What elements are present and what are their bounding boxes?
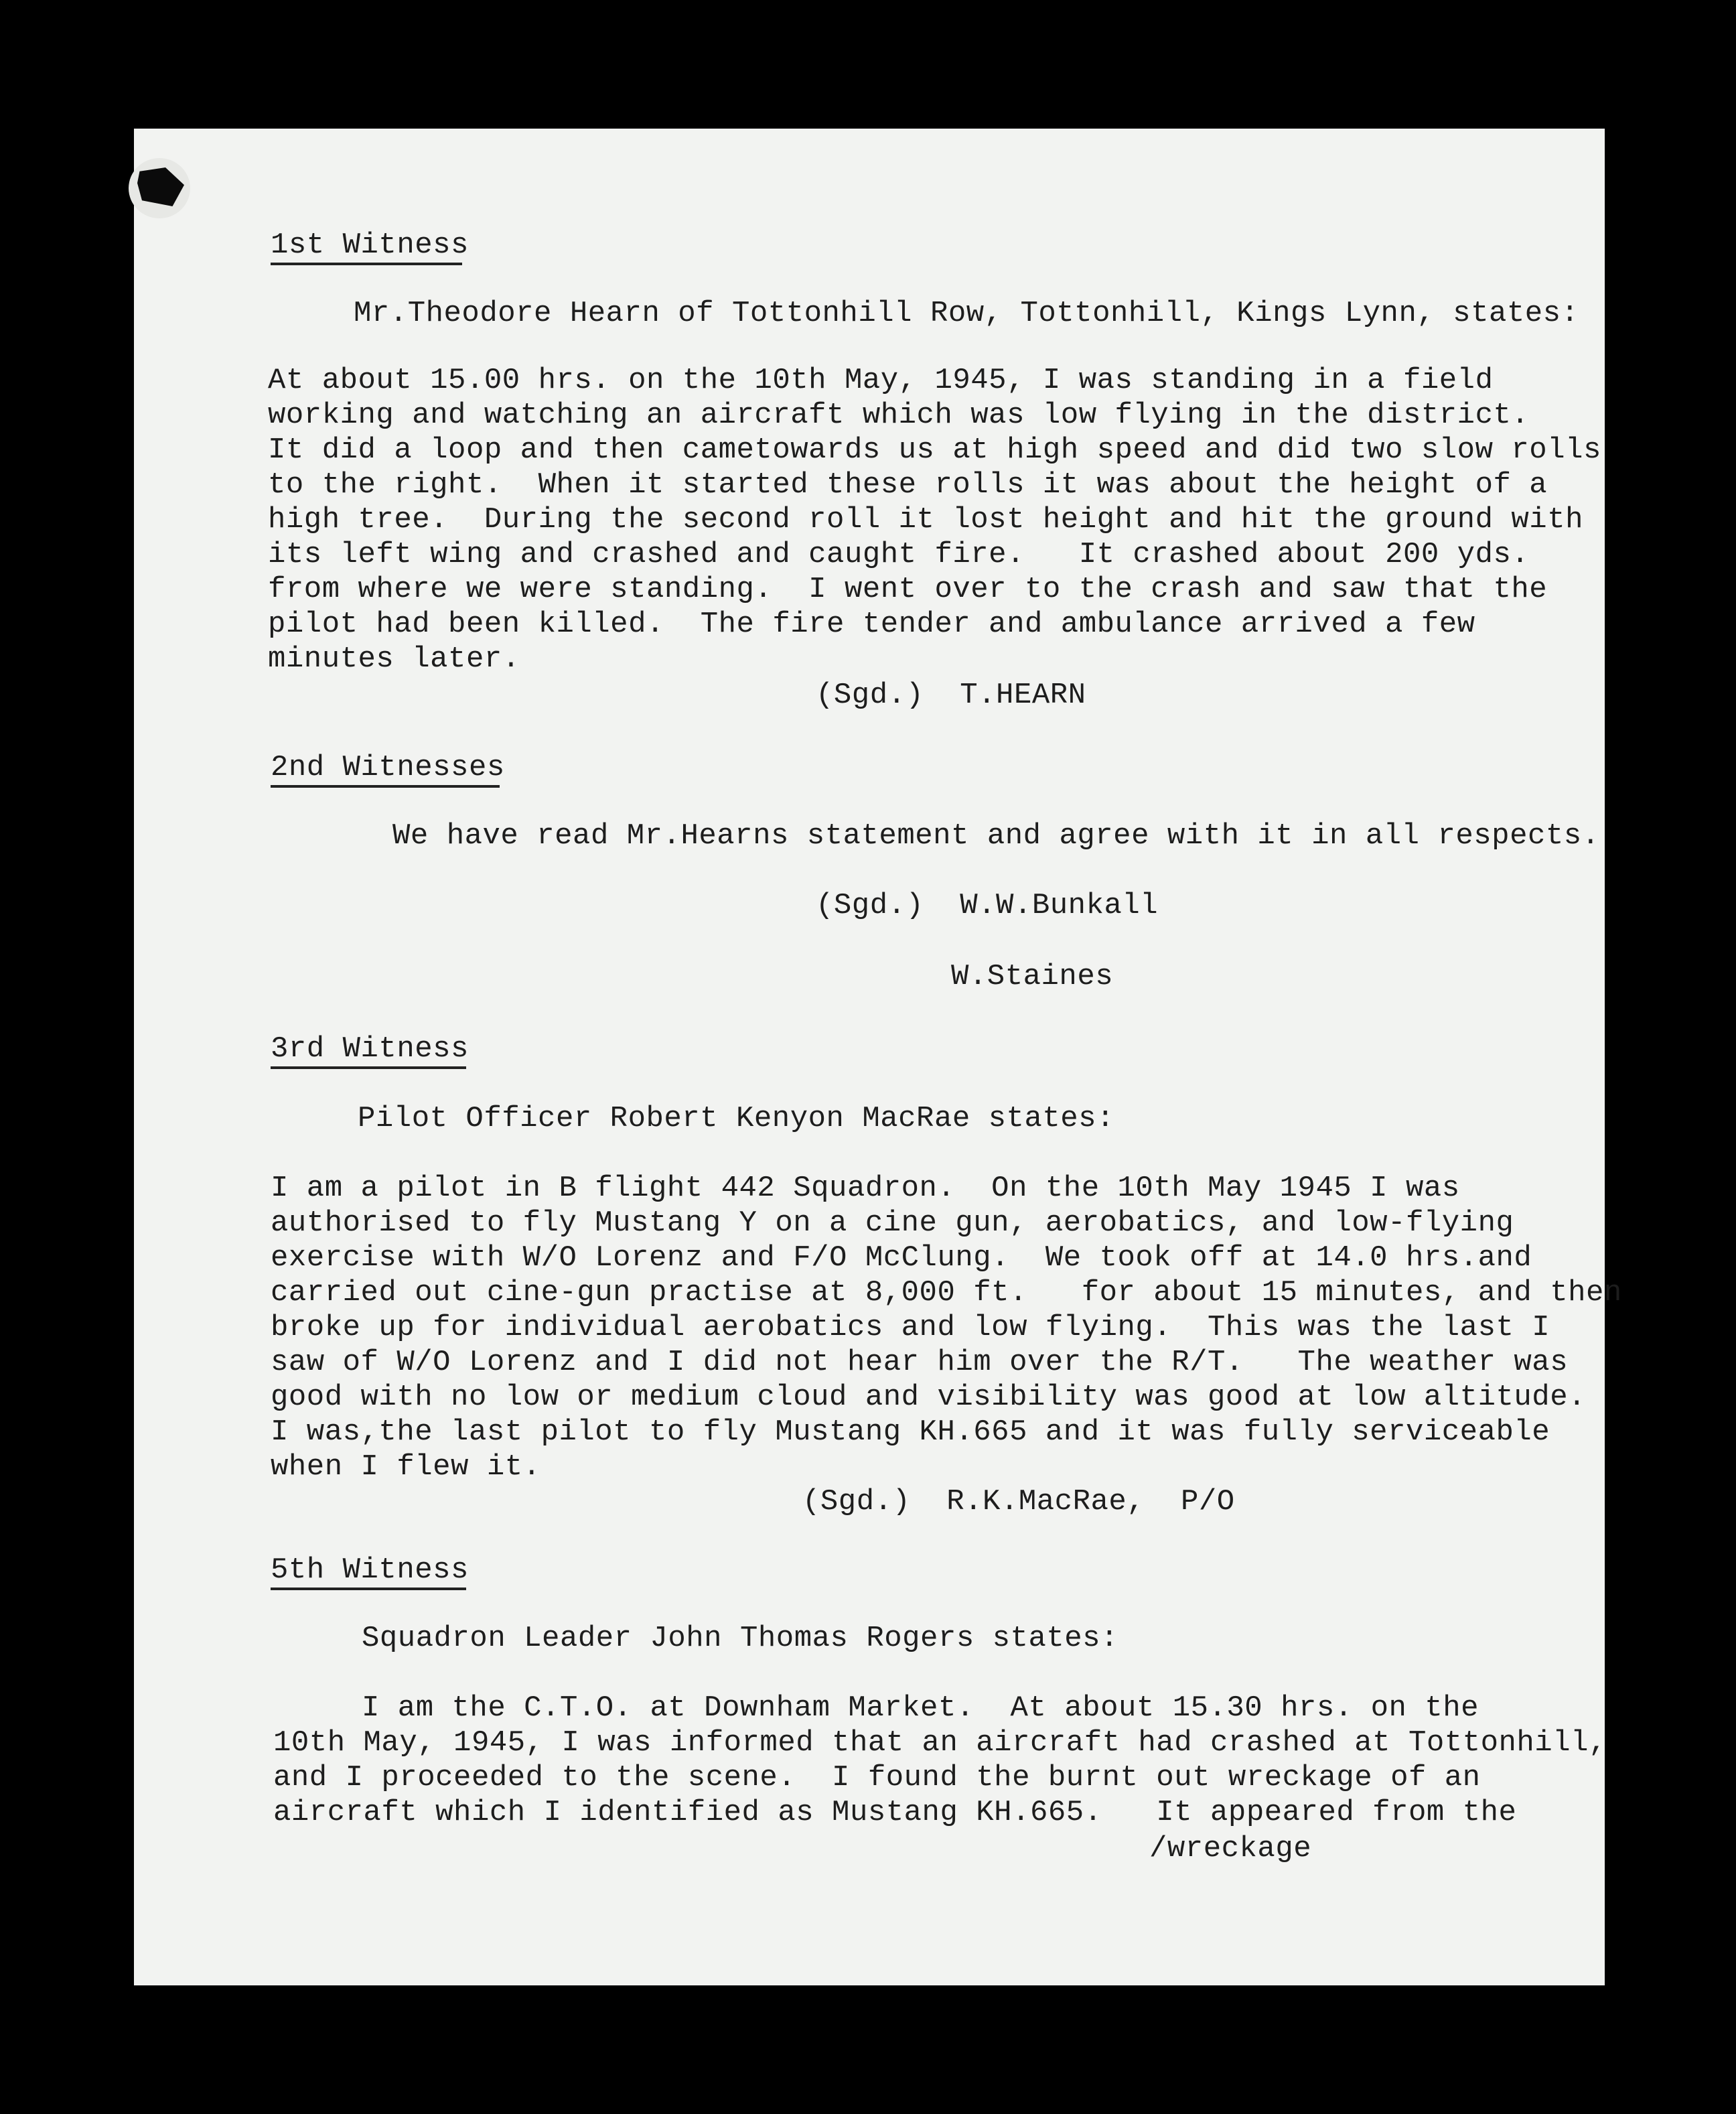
witness3-line: authorised to fly Mustang Y on a cine gun, aerobatics, and low-flying (271, 1206, 1514, 1240)
witness3-heading-underline (271, 1066, 466, 1069)
witness1-line: working and watching an aircraft which was low flying in the district. (268, 399, 1530, 432)
witness3-line: good with no low or medium cloud and visibility was good at low altitude. (271, 1381, 1587, 1414)
witness3-intro: Pilot Officer Robert Kenyon MacRae states: (358, 1102, 1114, 1135)
witness1-line: It did a loop and then cametowards us at high speed and did two slow rolls (268, 433, 1601, 467)
witness1-line: to the right. When it started these rolls it was about the height of a (268, 468, 1548, 502)
witness5-continuation: /wreckage (1149, 1832, 1312, 1865)
witness3-line: exercise with W/O Lorenz and F/O McClung. We took off at 14.0 hrs.and (271, 1241, 1532, 1275)
witness1-intro: Mr.Theodore Hearn of Tottonhill Row, Tottonhill, Kings Lynn, states: (354, 297, 1579, 330)
witness5-line: 10th May, 1945, I was informed that an aircraft had crashed at Tottonhill, (273, 1726, 1607, 1760)
witness1-line: from where we were standing. I went over to the crash and saw that the (268, 573, 1548, 606)
witness1-line: pilot had been killed. The fire tender and ambulance arrived a few (268, 608, 1475, 641)
witness2-signature-2: W.Staines (951, 960, 1114, 993)
witness1-line: its left wing and crashed and caught fire. It crashed about 200 yds. (268, 538, 1530, 571)
witness1-line: minutes later. (268, 642, 520, 676)
witness1-signature: (Sgd.) T.HEARN (816, 679, 1086, 712)
witness2-signature-1: (Sgd.) W.W.Bunkall (816, 889, 1159, 922)
witness3-line: saw of W/O Lorenz and I did not hear him over the R/T. The weather was (271, 1346, 1569, 1379)
witness3-line: broke up for individual aerobatics and low flying. This was the last I (271, 1311, 1550, 1344)
witness5-heading: 5th Witness (271, 1553, 469, 1587)
witness3-line: I am a pilot in B flight 442 Squadron. On the 10th May 1945 I was (271, 1172, 1460, 1205)
witness1-heading-underline (271, 263, 462, 265)
witness2-heading: 2nd Witnesses (271, 751, 505, 784)
witness3-line: when I flew it. (271, 1450, 541, 1484)
witness2-heading-underline (271, 785, 500, 788)
witness2-statement: We have read Mr.Hearns statement and agree with it in all respects. (392, 819, 1600, 853)
witness5-line: I am the C.T.O. at Downham Market. At about 15.30 hrs. on the (362, 1691, 1479, 1725)
witness5-intro: Squadron Leader John Thomas Rogers states: (362, 1622, 1118, 1655)
witness3-line: I was,the last pilot to fly Mustang KH.665 and it was fully serviceable (271, 1415, 1550, 1449)
witness5-line: aircraft which I identified as Mustang KH.665. It appeared from the (273, 1796, 1517, 1829)
witness5-heading-underline (271, 1588, 466, 1590)
witness1-line: high tree. During the second roll it lost height and hit the ground with (268, 503, 1584, 537)
witness1-line: At about 15.00 hrs. on the 10th May, 1945, I was standing in a field (268, 364, 1494, 397)
witness3-line: carried out cine-gun practise at 8,000 ft. for about 15 minutes, and then (271, 1276, 1622, 1310)
witness3-heading: 3rd Witness (271, 1032, 469, 1066)
witness3-signature: (Sgd.) R.K.MacRae, P/O (802, 1485, 1235, 1519)
witness1-heading: 1st Witness (271, 228, 469, 262)
witness5-line: and I proceeded to the scene. I found the burnt out wreckage of an (273, 1761, 1481, 1794)
